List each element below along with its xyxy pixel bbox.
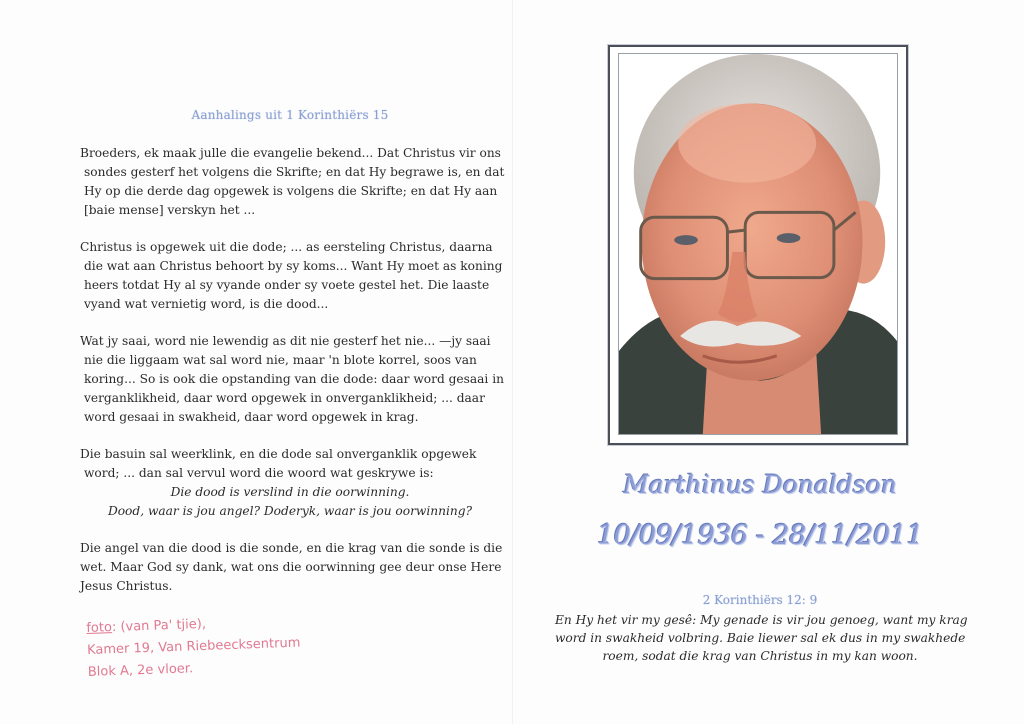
verse-line: roem, sodat die krag van Christus in my kan woon.	[602, 649, 918, 663]
text-line: word; ... dan sal vervul word die woord wat geskrywe is:	[84, 466, 434, 480]
life-dates: 10/09/1936 - 28/11/2011	[596, 520, 924, 551]
paragraph-3	[80, 332, 504, 427]
deceased-name: Marthinus Donaldson	[623, 470, 897, 499]
text-line: wet. Maar God sy dank, wat ons die oorwinning gee deur onse Here	[80, 560, 502, 574]
text-line: Broeders, ek maak julle die evangelie bekend... Dat Christus vir ons	[80, 146, 501, 160]
paragraph-1	[80, 144, 505, 220]
paragraph-4	[80, 445, 500, 521]
verse-text	[555, 611, 968, 665]
text-line: Die basuin sal weerklink, en die dode sal onverganklik opgewek	[80, 447, 477, 461]
note-line: Blok A, 2e vloer.	[87, 661, 194, 680]
note-line: Kamer 19, Van Riebeecksentrum	[86, 635, 301, 658]
quote-line: Die dood is verslind in die oorwinning.	[170, 485, 410, 499]
text-line: Jesus Christus.	[80, 579, 173, 593]
text-line: sondes gesterf het volgens die Skrifte; en dat Hy begrawe is, en dat	[84, 165, 505, 179]
text-line: die wat aan Christus behoort by sy koms... Want Hy moet as koning	[84, 259, 503, 273]
verse-line: En Hy het vir my gesê: My genade is vir jou genoeg, want my krag	[555, 613, 968, 627]
note-label: foto	[86, 620, 113, 636]
quote-line: Dood, waar is jou angel? Doderyk, waar is jou oorwinning?	[107, 504, 473, 518]
portrait-photo-icon	[619, 54, 897, 434]
text-line: Wat jy saai, word nie lewendig as dit nie gesterf het nie... —jy saai	[80, 334, 491, 348]
scripture-heading: Aanhalings uit 1 Korinthiërs 15	[191, 108, 389, 122]
verse-line: word in swakheid volbring. Baie liewer sal ek dus in my swakhede	[555, 631, 966, 645]
paragraph-5	[80, 539, 503, 596]
text-line: nie die liggaam wat sal word nie, maar 'n blote korrel, soos van	[84, 353, 477, 367]
handwritten-note	[86, 609, 338, 684]
note-line: : (van Pa' tjie),	[111, 616, 207, 636]
text-line: heers totdat Hy al sy vyande onder sy voete gestel het. Die laaste	[84, 278, 490, 292]
text-line: vyand wat vernietig word, is die dood...	[84, 297, 329, 311]
text-line: word gesaai in swakheid, daar word opgewek in krag.	[84, 410, 419, 424]
text-line: koring... So is ook die opstanding van die dode: daar word gesaai in	[84, 372, 504, 386]
page-fold	[512, 0, 513, 724]
verse-reference: 2 Korinthiërs 12: 9	[702, 593, 818, 607]
text-line: verganklikheid, daar word opgewek in onverganklikheid; ... daar	[84, 391, 485, 405]
paragraph-2	[80, 238, 503, 314]
left-page	[80, 108, 505, 614]
portrait-mat	[618, 53, 898, 435]
text-line: [baie mense] verskyn het ...	[84, 203, 256, 217]
portrait-frame	[608, 45, 908, 445]
text-line: Hy op die derde dag opgewek is volgens die Skrifte; en dat Hy aan	[84, 184, 498, 198]
text-line: Die angel van die dood is die sonde, en die krag van die sonde is die	[80, 541, 503, 555]
text-line: Christus is opgewek uit die dode; ... as eersteling Christus, daarna	[80, 240, 493, 254]
